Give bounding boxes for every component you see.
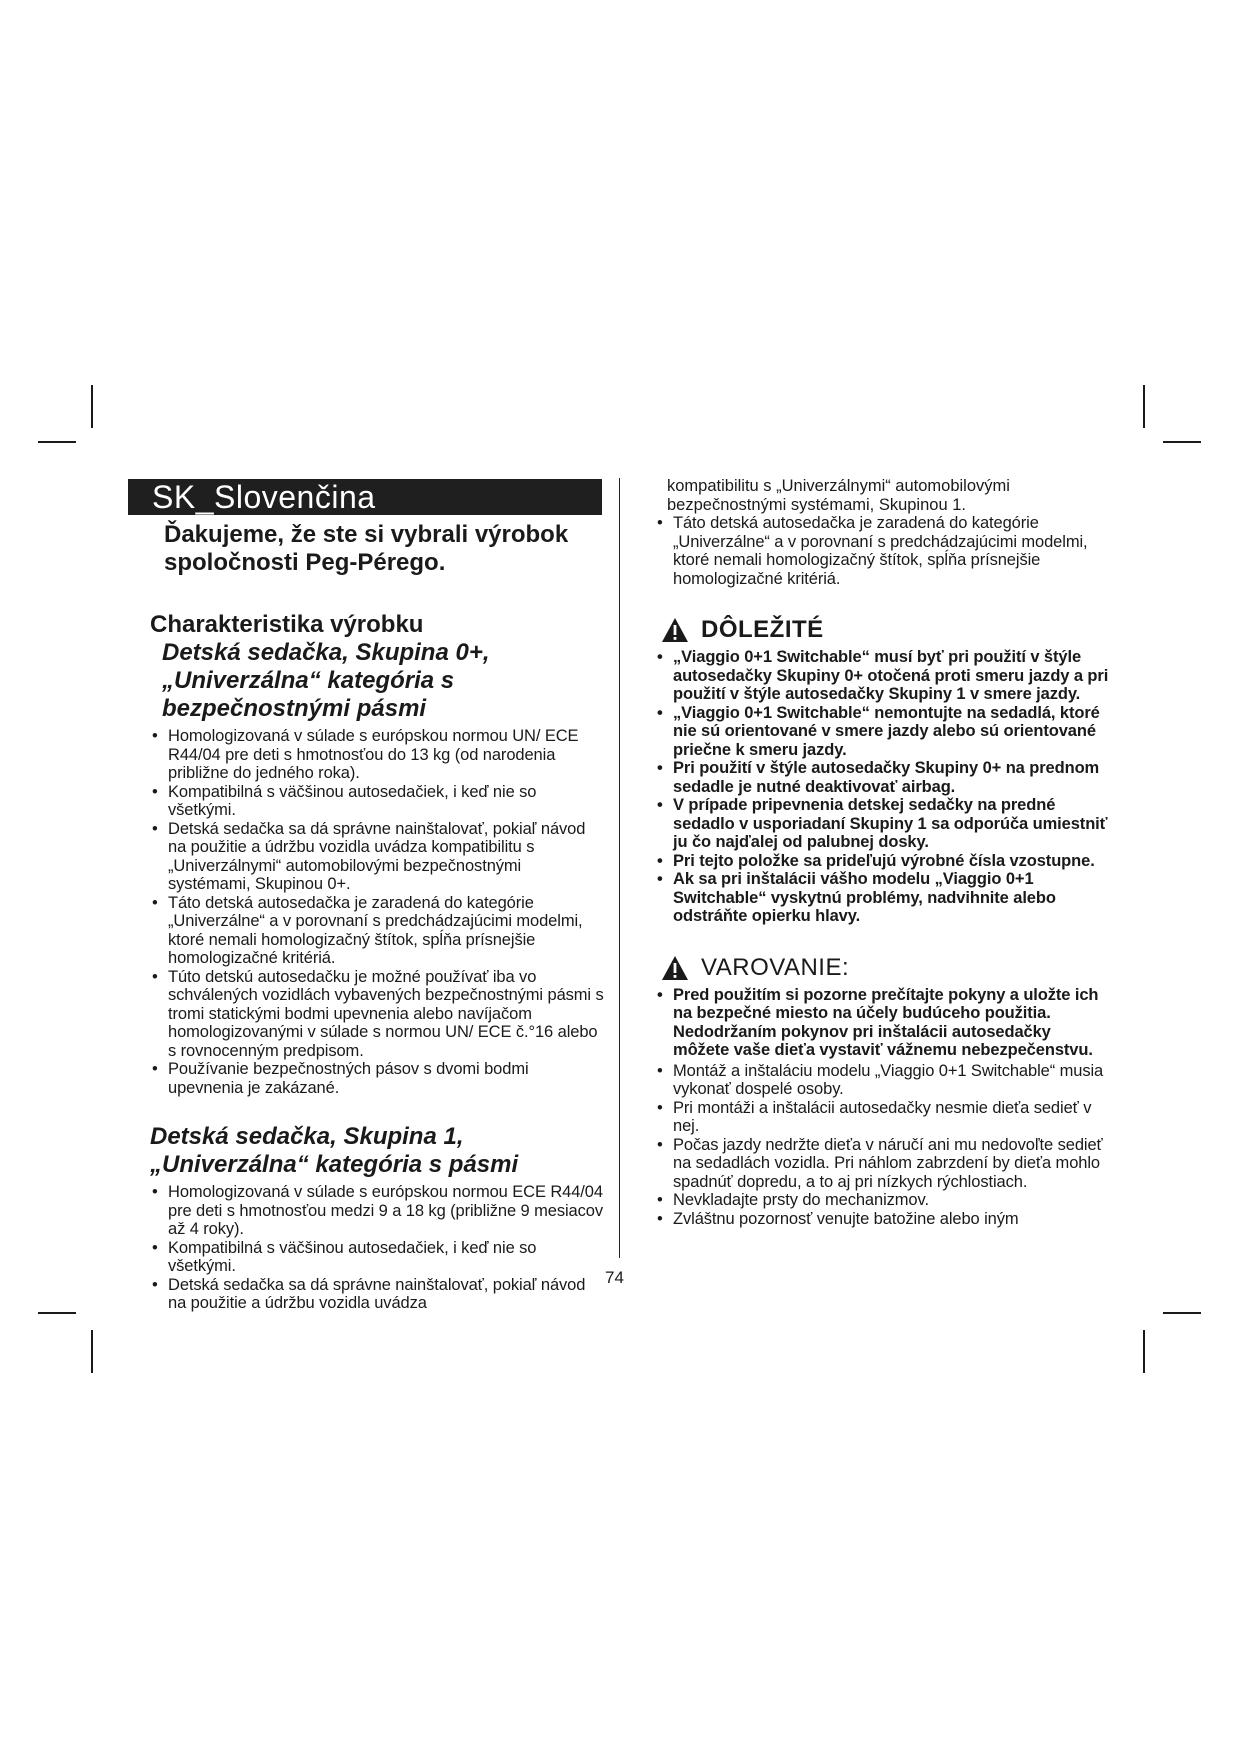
warning-triangle-icon	[661, 955, 689, 981]
group0-title: Detská sedačka, Skupina 0+, „Univerzálna“ kategória s bezpečnostnými pásmi	[162, 639, 490, 722]
list-item: • Používanie bezpečnostných pásov s dvomi bodmi upevnenia je zakázané.	[150, 1060, 605, 1097]
list-item: • Nevkladajte prsty do mechanizmov.	[655, 1191, 1110, 1210]
crop-mark	[1163, 441, 1201, 443]
list-item: • Montáž a inštaláciu modelu „Viaggio 0+1 Switchable“ musia vykonať dospelé osoby.	[655, 1062, 1110, 1099]
important-title: DÔLEŽITÉ	[701, 616, 824, 643]
list-item: • Kompatibilná s väčšinou autosedačiek, i keď nie so všetkými.	[150, 1239, 605, 1276]
group1-title: Detská sedačka, Skupina 1, „Univerzálna“ kategória s pásmi	[150, 1123, 519, 1178]
important-heading	[661, 616, 1110, 644]
thanks-heading: Ďakujeme, že ste si vybrali výrobok spoločnosti Peg-Pérego.	[164, 521, 569, 576]
list-item: • Túto detskú autosedačku je možné používať iba vo schválených vozidlách vybavených bezpečnostnými pásmi s tromi statickými bodmi upevnenia alebo navíjačom homologizovanými v súlade s normou UN/ ECE č.°16 alebo s rovnocenným predpisom.	[150, 968, 605, 1061]
continued-text: kompatibilitu s „Univerzálnymi“ automobilovými bezpečnostnými systémami, Skupinou 1.	[667, 477, 1010, 514]
left-column	[150, 478, 605, 1313]
warning-list	[655, 1062, 1110, 1229]
warning-triangle-icon	[661, 617, 689, 643]
list-item: • Detská sedačka sa dá správne nainštalovať, pokiaľ návod na použitie a údržbu vozidla uvádza	[150, 1276, 605, 1313]
crop-mark	[1143, 1330, 1145, 1373]
list-item: • Homologizovaná v súlade s európskou normou UN/ ECE R44/04 pre deti s hmotnosťou do 13 kg (od narodenia približne do jedného roka).	[150, 727, 605, 783]
warning-title: VAROVANIE:	[701, 953, 850, 981]
crop-mark	[1163, 1312, 1201, 1314]
group0-list	[150, 727, 605, 1097]
crop-mark	[91, 385, 93, 428]
list-item: • Kompatibilná s väčšinou autosedačiek, i keď nie so všetkými.	[150, 783, 605, 820]
warning-bold-list	[655, 986, 1110, 1060]
list-item: • Detská sedačka sa dá správne nainštalovať, pokiaľ návod na použitie a údržbu vozidla uvádza kompatibilitu s „Univerzálnymi“ automobilovými bezpečnostnými systémami, Skupinou 0+.	[150, 820, 605, 894]
list-item: • Pri použití v štýle autosedačky Skupiny 0+ na prednom sedadle je nutné deaktivovať airbag.	[655, 759, 1110, 796]
list-item: • V prípade pripevnenia detskej sedačky na predné sedadlo v usporiadaní Skupiny 1 sa odporúča umiestniť ju čo najďalej od palubnej dosky.	[655, 796, 1110, 852]
warning-heading	[661, 954, 1110, 982]
list-item: • Táto detská autosedačka je zaradená do kategórie „Univerzálne“ a v porovnaní s predchádzajúcimi modelmi, ktoré nemali homologizačný štítok, spĺňa prísnejšie homologizačné kritériá.	[150, 894, 605, 968]
crop-mark	[91, 1330, 93, 1373]
list-item: • Pred použitím si pozorne prečítajte pokyny a uložte ich na bezpečné miesto na účely budúceho použitia. Nedodržaním pokynov pri inštalácii autosedačky môžete vaše dieťa vystaviť vážnemu nebezpečenstvu.	[655, 986, 1110, 1060]
list-item: • Pri montáži a inštalácii autosedačky nesmie dieťa sedieť v nej.	[655, 1099, 1110, 1136]
list-item: • „Viaggio 0+1 Switchable“ musí byť pri použití v štýle autosedačky Skupiny 0+ otočená proti smeru jazdy a pri použití v štýle autosedačky Skupiny 1 v smere jazdy.	[655, 648, 1110, 704]
column-divider	[619, 478, 620, 1258]
crop-mark	[1143, 385, 1145, 428]
section-title: Charakteristika výrobku	[150, 611, 424, 638]
crop-mark	[38, 1312, 76, 1314]
right-column	[655, 477, 1110, 1228]
group1-list-continued	[655, 514, 1110, 588]
list-item: • Ak sa pri inštalácii vášho modelu „Viaggio 0+1 Switchable“ vyskytnú problémy, nadvihnite alebo odstráňte opierku hlavy.	[655, 870, 1110, 926]
language-header: SK_Slovenčina	[128, 479, 602, 515]
important-list	[655, 648, 1110, 926]
crop-mark	[38, 441, 76, 443]
list-item: • „Viaggio 0+1 Switchable“ nemontujte na sedadlá, ktoré nie sú orientované v smere jazdy alebo sú orientované priečne k smeru jazdy.	[655, 704, 1110, 760]
list-item: • Homologizovaná v súlade s európskou normou ECE R44/04 pre deti s hmotnosťou medzi 9 a 18 kg (približne 9 mesiacov až 4 roky).	[150, 1183, 605, 1239]
page-number: 74	[605, 1268, 624, 1287]
list-item: • Pri tejto položke sa prideľujú výrobné čísla vzostupne.	[655, 852, 1110, 871]
list-item: • Zvláštnu pozornosť venujte batožine alebo iným	[655, 1210, 1110, 1229]
group1-list	[150, 1183, 605, 1313]
list-item: • Počas jazdy nedržte dieťa v náručí ani mu nedovoľte sedieť na sedadlách vozidla. Pri náhlom zabrzdení by dieťa mohlo spadnúť dopredu, a to aj pri nízkych rýchlostiach.	[655, 1136, 1110, 1192]
list-item: • Táto detská autosedačka je zaradená do kategórie „Univerzálne“ a v porovnaní s predchádzajúcimi modelmi, ktoré nemali homologizačný štítok, spĺňa prísnejšie homologizačné kritériá.	[655, 514, 1110, 588]
